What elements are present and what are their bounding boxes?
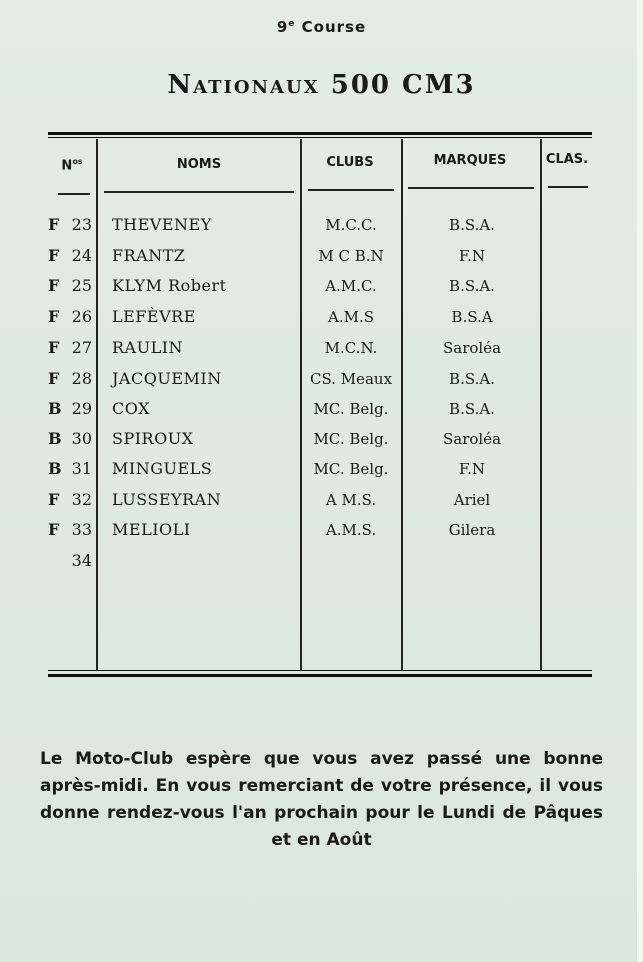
column-divider-1	[96, 139, 98, 670]
row-name: SPIROUX	[112, 429, 194, 448]
row-number: 25	[71, 276, 92, 295]
row-name: JACQUEMIN	[112, 369, 222, 388]
table-top-rule-thin	[48, 137, 592, 138]
row-number: 29	[71, 399, 92, 418]
table-bottom-rule-thin	[48, 670, 592, 671]
row-number: 33	[71, 520, 92, 539]
row-number: 30	[71, 429, 92, 448]
row-name: THEVENEY	[112, 215, 212, 234]
row-club: M.C.C.	[325, 216, 377, 234]
row-club: A.M.S	[327, 308, 374, 326]
row-number: 31	[71, 459, 92, 478]
row-club: MC. Belg.	[313, 430, 389, 448]
race-label: Course	[301, 18, 367, 36]
page-title: Nationaux 500 CM3	[167, 70, 476, 100]
race-number: 9	[276, 18, 289, 36]
row-prefix: F	[48, 215, 60, 234]
header-makes: MARQUES	[433, 153, 507, 168]
row-club: MC. Belg.	[313, 400, 389, 418]
row-club: A.M.C.	[325, 277, 377, 295]
header-clubs: CLUBS	[326, 155, 374, 170]
row-name: LEFÈVRE	[112, 307, 196, 326]
row-club: A M.S.	[325, 491, 377, 509]
row-prefix: F	[48, 520, 60, 539]
row-prefix: F	[48, 490, 60, 509]
row-make: Ariel	[453, 491, 491, 509]
row-make: B.S.A	[451, 308, 493, 326]
row-club: M.C.N.	[324, 339, 378, 357]
row-name: KLYM Robert	[112, 276, 227, 295]
column-divider-4	[540, 139, 542, 670]
row-make: B.S.A.	[449, 370, 495, 388]
row-number: 23	[71, 215, 92, 234]
closing-message: Le Moto-Club espère que vous avez passé une bonne après-midi. En vous remerciant de votre présence, il vous donne rendez-vous l'an prochain pour le Lundi de Pâques et en Août	[40, 749, 603, 850]
header-classification: CLAS.	[545, 152, 589, 167]
header-underline-makes	[408, 187, 534, 189]
row-number: 27	[71, 338, 92, 357]
header-number	[52, 157, 92, 173]
row-make: B.S.A.	[449, 216, 495, 234]
row-number: 34	[71, 551, 92, 570]
row-club: CS. Meaux	[309, 370, 393, 388]
race-number-suffix: e	[288, 19, 296, 29]
row-name: LUSSEYRAN	[112, 490, 222, 509]
row-number: 28	[71, 369, 92, 388]
row-make: B.S.A.	[449, 277, 495, 295]
row-make: Saroléa	[442, 430, 502, 448]
row-make: Saroléa	[442, 339, 502, 357]
header-number-sup: os	[72, 157, 83, 166]
header-underline-names	[104, 191, 294, 193]
column-divider-2	[300, 139, 302, 670]
row-prefix: B	[48, 459, 62, 478]
row-name: COX	[112, 399, 150, 418]
row-club: MC. Belg.	[313, 460, 389, 478]
row-prefix: F	[48, 369, 60, 388]
row-prefix: F	[48, 338, 60, 357]
row-club: M C B.N	[318, 247, 384, 265]
header-underline-class	[548, 186, 588, 188]
row-name: FRANTZ	[112, 246, 186, 265]
table-bottom-rule	[48, 674, 592, 677]
row-prefix: F	[48, 276, 60, 295]
row-number: 24	[71, 246, 92, 265]
row-club: A.M.S.	[325, 521, 377, 539]
row-number: 26	[71, 307, 92, 326]
row-prefix: B	[48, 399, 62, 418]
header-names: NOMS	[176, 157, 222, 172]
column-divider-3	[401, 139, 403, 670]
race-number-heading	[0, 18, 643, 36]
header-underline-number	[58, 193, 90, 195]
row-make: F.N	[459, 460, 485, 478]
row-number: 32	[71, 490, 92, 509]
row-prefix: B	[48, 429, 62, 448]
row-name: MELIOLI	[112, 520, 191, 539]
row-make: F.N	[459, 247, 485, 265]
row-make: B.S.A.	[449, 400, 495, 418]
table-top-rule	[48, 132, 592, 135]
row-name: RAULIN	[112, 338, 184, 357]
header-underline-clubs	[308, 189, 394, 191]
row-prefix: F	[48, 246, 60, 265]
header-number-label: N	[61, 158, 73, 174]
row-prefix: F	[48, 307, 60, 326]
row-make: Gilera	[448, 521, 496, 539]
page-edge	[637, 0, 643, 962]
row-name: MINGUELS	[112, 459, 213, 478]
